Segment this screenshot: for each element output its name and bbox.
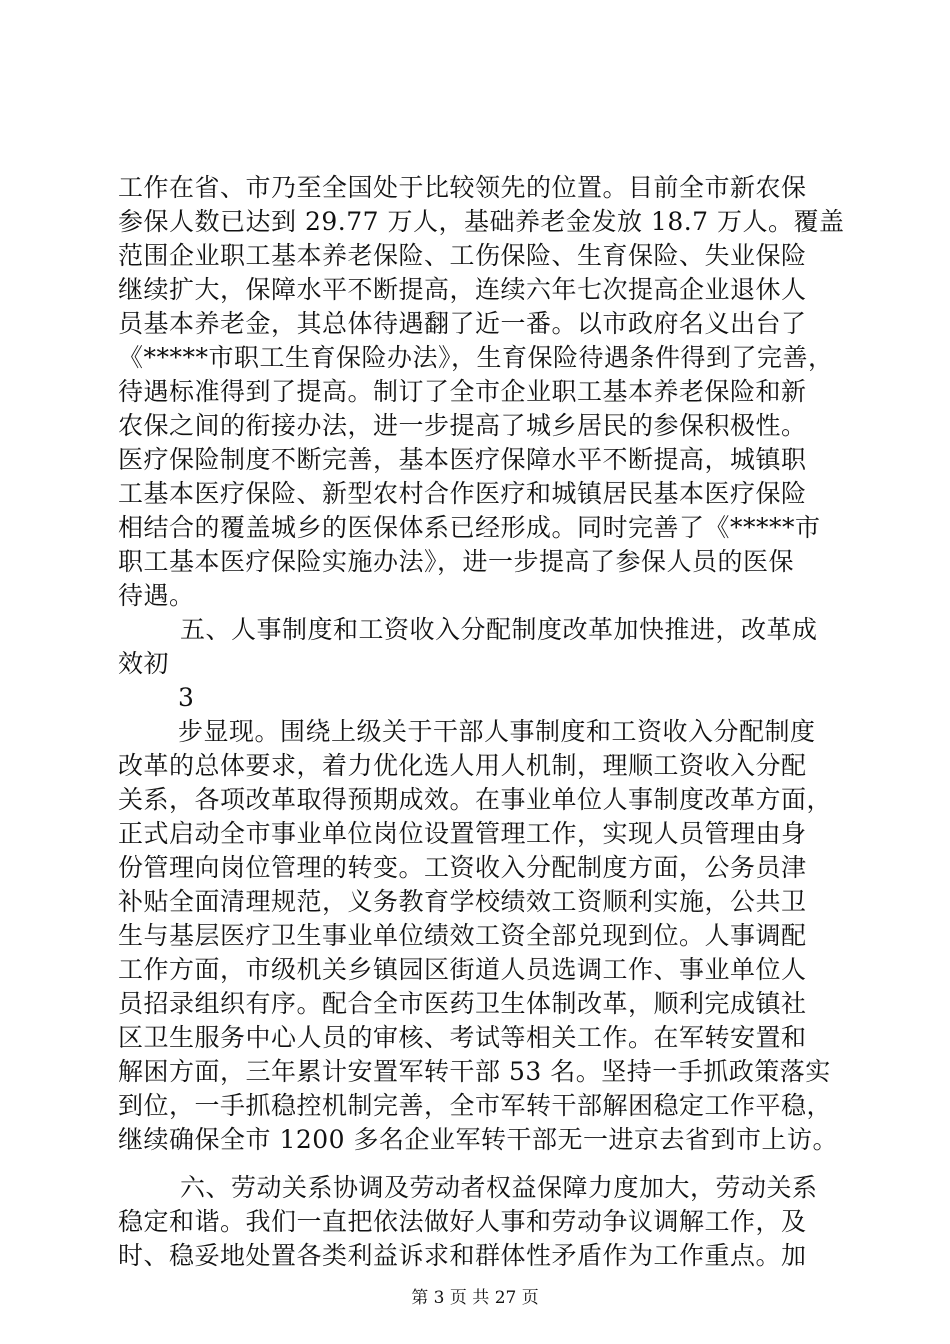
text-line: 稳定和谐。我们一直把依法做好人事和劳动争议调解工作，及 <box>118 1207 807 1236</box>
text-line: 继续扩大，保障水平不断提高，连续六年七次提高企业退休人 <box>118 275 807 304</box>
text-line: 工基本医疗保险、新型农村合作医疗和城镇居民基本医疗保险 <box>118 479 807 508</box>
text-line: 相结合的覆盖城乡的医保体系已经形成。同时完善了《*****市 <box>118 513 821 542</box>
text-line: 范围企业职工基本养老保险、工伤保险、生育保险、失业保险 <box>118 241 807 270</box>
text-line: 效初 <box>118 649 170 678</box>
text-line: 步显现。围绕上级关于干部人事制度和工资收入分配制度 <box>178 717 816 746</box>
text-line: 员基本养老金，其总体待遇翻了近一番。以市政府名义出台了 <box>118 309 807 338</box>
text-line: 待遇标准得到了提高。制订了全市企业职工基本养老保险和新 <box>118 377 807 406</box>
text-line: 员招录组织有序。配合全市医药卫生体制改革，顺利完成镇社 <box>118 989 807 1018</box>
text-line: 正式启动全市事业单位岗位设置管理工作，实现人员管理由身 <box>118 819 807 848</box>
text-line: 生与基层医疗卫生事业单位绩效工资全部兑现到位。人事调配 <box>118 921 807 950</box>
text-line: 农保之间的衔接办法，进一步提高了城乡居民的参保积极性。 <box>118 411 807 440</box>
text-line: 到位，一手抓稳控机制完善，全市军转干部解困稳定工作平稳， <box>118 1091 833 1120</box>
text-line: 六、劳动关系协调及劳动者权益保障力度加大，劳动关系 <box>180 1173 818 1202</box>
text-line: 五、人事制度和工资收入分配制度改革加快推进，改革成 <box>180 615 818 644</box>
text-line: 区卫生服务中心人员的审核、考试等相关工作。在军转安置和 <box>118 1023 807 1052</box>
text-line: 改革的总体要求，着力优化选人用人机制，理顺工资收入分配 <box>118 751 807 780</box>
text-line: 解困方面，三年累计安置军转干部 53 名。坚持一手抓政策落实 <box>118 1057 831 1086</box>
text-line: 继续确保全市 1200 多名企业军转干部无一进京去省到市上访。 <box>118 1125 839 1154</box>
text-line: 参保人数已达到 29.77 万人，基础养老金发放 18.7 万人。覆盖 <box>118 207 845 236</box>
text-line: 《*****市职工生育保险办法》，生育保险待遇条件得到了完善， <box>118 343 834 372</box>
text-line: 职工基本医疗保险实施办法》，进一步提高了参保人员的医保 <box>118 547 795 576</box>
page-footer: 第 3 页 共 27 页 <box>411 1288 539 1308</box>
text-line: 补贴全面清理规范，义务教育学校绩效工资顺利实施，公共卫 <box>118 887 807 916</box>
text-line: 工作方面，市级机关乡镇园区街道人员选调工作、事业单位人 <box>118 955 807 984</box>
text-line: 时、稳妥地处置各类利益诉求和群体性矛盾作为工作重点。加 <box>118 1241 807 1270</box>
text-line: 医疗保险制度不断完善，基本医疗保障水平不断提高，城镇职 <box>118 445 807 474</box>
text-line: 工作在省、市乃至全国处于比较领先的位置。目前全市新农保 <box>118 173 807 202</box>
text-line: 待遇。 <box>118 581 195 610</box>
page-marker: 3 <box>178 683 195 712</box>
text-line: 份管理向岗位管理的转变。工资收入分配制度方面，公务员津 <box>118 853 807 882</box>
text-line: 关系，各项改革取得预期成效。在事业单位人事制度改革方面， <box>118 785 833 814</box>
